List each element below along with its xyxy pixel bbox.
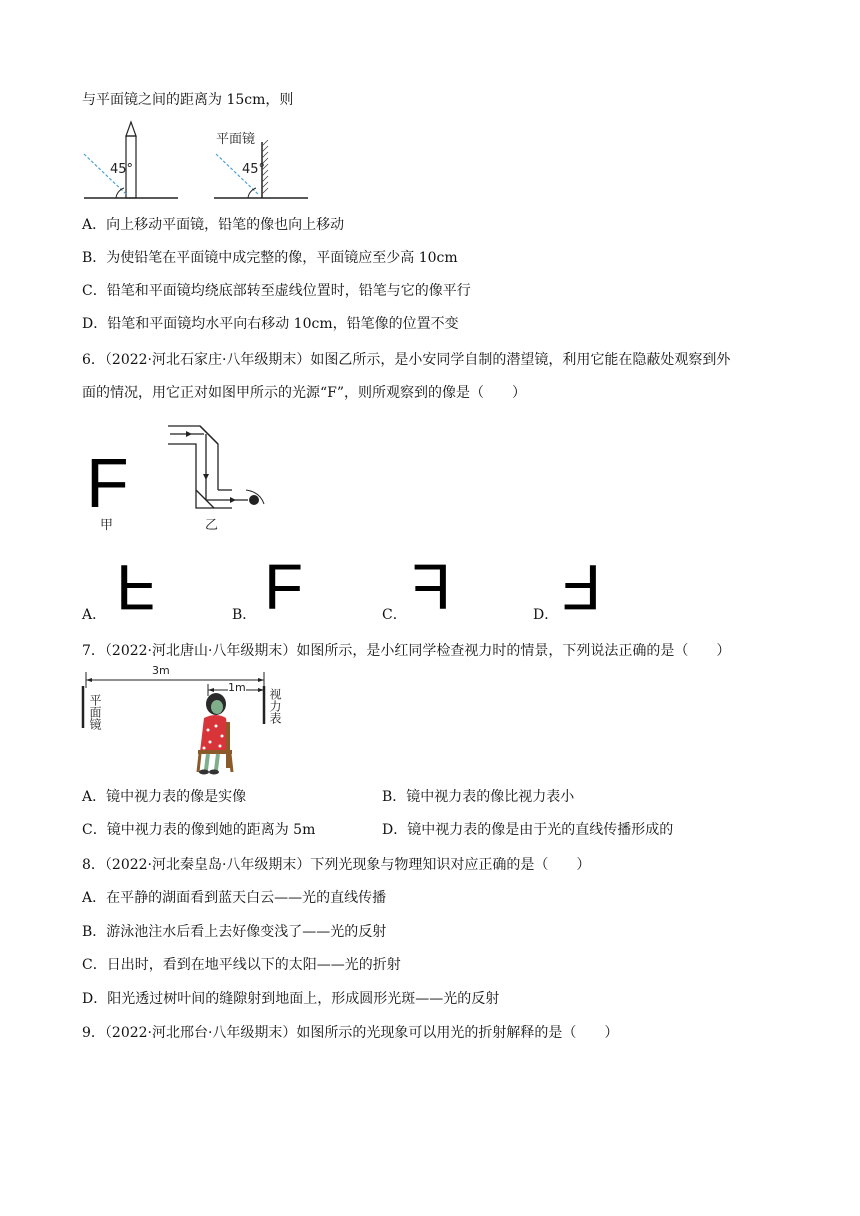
q7-option-b: B．镜中视力表的像比视力表小 bbox=[382, 789, 575, 805]
q7-option-c: C．镜中视力表的像到她的距离为 5m bbox=[82, 822, 316, 838]
q5-option-c: C．铅笔和平面镜均绕底部转至虚线位置时，铅笔与它的像平行 bbox=[82, 283, 471, 299]
q6-label-yi: 乙 bbox=[205, 518, 219, 533]
q7-stem: 7．（2022·河北唐山·八年级期末）如图所示，是小红同学检查视力时的情景，下列说法正确的是（ ） bbox=[82, 643, 731, 659]
q6-periscope-figure bbox=[160, 420, 280, 515]
q6-light-source-letter: F bbox=[86, 444, 129, 522]
q7-option-a: A．镜中视力表的像是实像 bbox=[82, 789, 247, 805]
q5-option-d: D．铅笔和平面镜均水平向右移动 10cm，铅笔像的位置不变 bbox=[82, 316, 459, 332]
q6-choice-d-label: D． bbox=[533, 607, 559, 623]
q6-label-jia: 甲 bbox=[100, 518, 114, 533]
q5-option-b: B．为使铅笔在平面镜中成完整的像，平面镜应至少高 10cm bbox=[82, 250, 458, 266]
q6-choice-b-image: F bbox=[264, 551, 304, 623]
q5-angle-label-2: 45° bbox=[242, 162, 266, 177]
q5-pencil-mirror-figure bbox=[80, 118, 320, 208]
q7-mirror-label: 平面镜 bbox=[88, 694, 102, 730]
q7-option-d: D．镜中视力表的像是由于光的直线传播形成的 bbox=[382, 822, 674, 838]
q5-mirror-label: 平面镜 bbox=[216, 132, 256, 147]
q6-choice-d-image: F bbox=[562, 551, 602, 623]
q8-option-b: B．游泳池注水后看上去好像变浅了——光的反射 bbox=[82, 924, 387, 940]
q8-option-d: D．阳光透过树叶间的缝隙射到地面上，形成圆形光斑——光的反射 bbox=[82, 991, 500, 1007]
q6-choice-a-label: A． bbox=[82, 607, 107, 623]
q7-eye-test-figure bbox=[80, 664, 282, 778]
q6-choice-c-label: C． bbox=[382, 607, 407, 623]
q7-chart-label: 视力表 bbox=[268, 688, 282, 724]
q8-stem: 8．（2022·河北秦皇岛·八年级期末）下列光现象与物理知识对应正确的是（ ） bbox=[82, 857, 591, 873]
q5-option-a: A．向上移动平面镜，铅笔的像也向上移动 bbox=[82, 217, 345, 233]
q7-distance-3m: 3m bbox=[152, 664, 170, 677]
q5-intro-tail: 与平面镜之间的距离为 15cm，则 bbox=[82, 92, 294, 108]
q8-option-a: A．在平静的湖面看到蓝天白云——光的直线传播 bbox=[82, 890, 387, 906]
q6-stem-line2: 面的情况，用它正对如图甲所示的光源“F”，则所观察到的像是（ ） bbox=[82, 385, 527, 401]
q5-angle-label-1: 45° bbox=[110, 162, 134, 177]
q9-stem: 9．（2022·河北邢台·八年级期末）如图所示的光现象可以用光的折射解释的是（ ） bbox=[82, 1025, 619, 1041]
q6-choice-a-image: F bbox=[116, 551, 156, 623]
q7-distance-1m: 1m bbox=[228, 681, 246, 694]
q6-choice-b-label: B． bbox=[232, 607, 257, 623]
q8-option-c: C．日出时，看到在地平线以下的太阳——光的折射 bbox=[82, 957, 401, 973]
q6-choice-c-image: F bbox=[412, 551, 452, 623]
q6-stem-line1: 6．（2022·河北石家庄·八年级期末）如图乙所示，是小安同学自制的潜望镜，利用它能在隐蔽处观察到外 bbox=[82, 352, 731, 368]
